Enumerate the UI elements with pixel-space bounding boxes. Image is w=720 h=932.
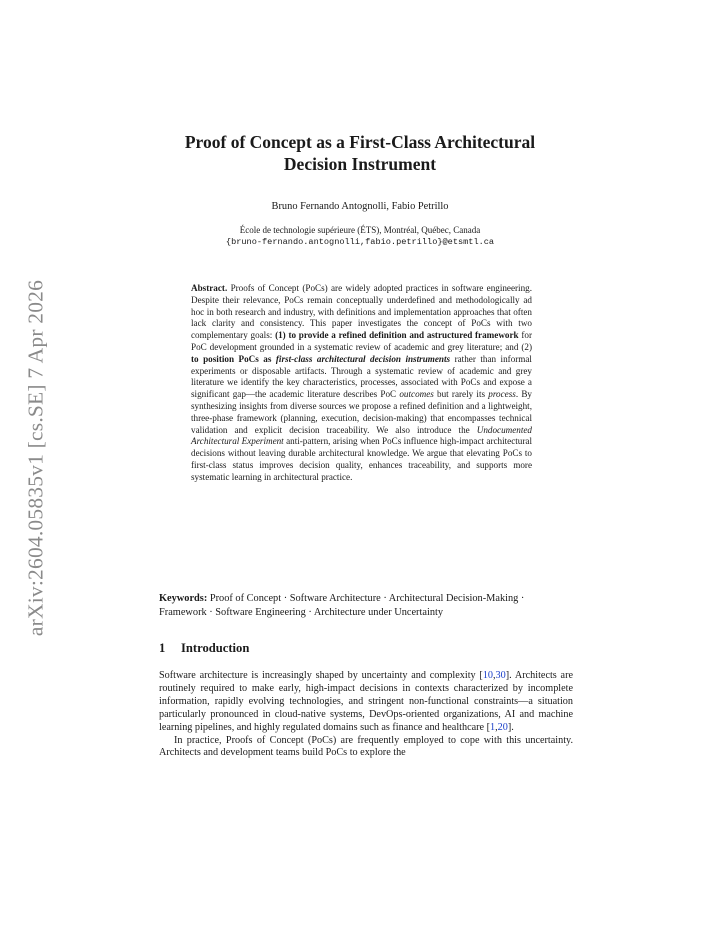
abstract-text-2: for PoC development grounded in a systematic review of academic and grey literature; and (2) [191,330,533,352]
email-address: {bruno-fernando.antognolli,fabio.petrillo}@etsmtl.ca [225,237,495,247]
affiliation-block [140,224,580,248]
citation-separator: , [493,670,496,681]
keywords-text: Proof of Concept · Software Architecture · Architectural Decision-Making · Framework · Software Engineering · Architecture under Uncertainty [159,593,525,618]
intro-text: Software architecture is increasingly shaped by uncertainty and complexity [ [159,670,483,681]
abstract-text-6: anti-pattern, arising when PoCs influence high-impact architectural decisions without leaving durable architectural knowledge. We argue that elevating PoCs to first-class status improves decision quality, enhances traceability, and supports more systematic learning in architectural practice. [191,436,532,482]
arxiv-sidebar-stamp [16,268,56,648]
abstract-italic-1: outcomes [399,389,434,400]
section-title: Introduction [181,641,250,655]
abstract [191,283,532,484]
citation-link[interactable]: 10 [482,670,493,681]
abstract-label: Abstract. [191,283,228,293]
title-line-2: Decision Instrument [283,154,437,174]
citation-link[interactable]: 30 [495,670,506,681]
abstract-text-4: but rarely its [433,389,489,400]
intro-paragraph-2: In practice, Proofs of Concept (PoCs) are frequently employed to cope with this uncertainty. Architects and development teams build PoCs to explore the [159,734,573,759]
section-number: 1 [159,641,166,655]
paper-title [140,131,580,175]
citation-link[interactable]: 20 [497,721,508,733]
abstract-text-3: rather than informal experiments or disposable artifacts. Through a systematic review of academic and grey literature we identify the key characteristics, processes, associated with PoCs and expose a significant gap—the academic literature describes PoC [191,353,532,400]
intro-text: ]. Architects are routinely required to make early, high-impact decisions in contexts characterized by incomplete information, rapidly evolving technologies, and stringent non-functional constraints—a situation particularly pronounced in cloud-native systems, DevOps-oriented organizations, AI and machine learning pipelines, and highly regulated domains such as finance and healthcare [ [159,670,573,733]
keywords-label: Keywords: [159,593,208,604]
author-list: Bruno Fernando Antognolli, Fabio Petrillo [271,201,449,212]
abstract-italic-3: Undocumented Architectural Experiment [191,424,532,447]
intro-text: ]. [507,721,514,733]
abstract-bold-1: (1) to provide a refined definition and astructured framework [275,330,519,341]
abstract-text-1: Proofs of Concept (PoCs) are widely adopted practices in software engineering. Despite their relevance, PoCs remain conceptually underdefined and methodologically ad hoc in both research and industry, with definitions and implementation approaches that often lack clarity and consistency. This paper investigates the concept of PoCs with two complementary goals: [191,283,533,341]
abstract-italic-2: process [488,389,516,400]
abstract-text-5: . By synthesizing insights from diverse sources we propose a refined definition and a lightweight, three-phase framework (planning, execution, decision-making) that encompasses technical validation and explicit decision traceability. We also introduce the [191,389,532,435]
citation-separator: , [495,721,498,733]
section-heading [159,641,249,656]
abstract-bold-italic-1: first-class architectural decision instruments [275,353,451,364]
introduction-body [159,670,573,760]
arxiv-identifier: arXiv:2604.05835v1 [cs.SE] 7 Apr 2026 [23,279,48,637]
abstract-bold-2: to position PoCs as [191,353,276,364]
title-line-1: Proof of Concept as a First-Class Architectural [184,132,536,152]
affiliation: École de technologie supérieure (ÉTS), Montréal, Québec, Canada [239,225,481,235]
keywords [159,592,564,620]
intro-paragraph-1 [159,670,573,735]
citation-link[interactable]: 1 [489,721,496,733]
